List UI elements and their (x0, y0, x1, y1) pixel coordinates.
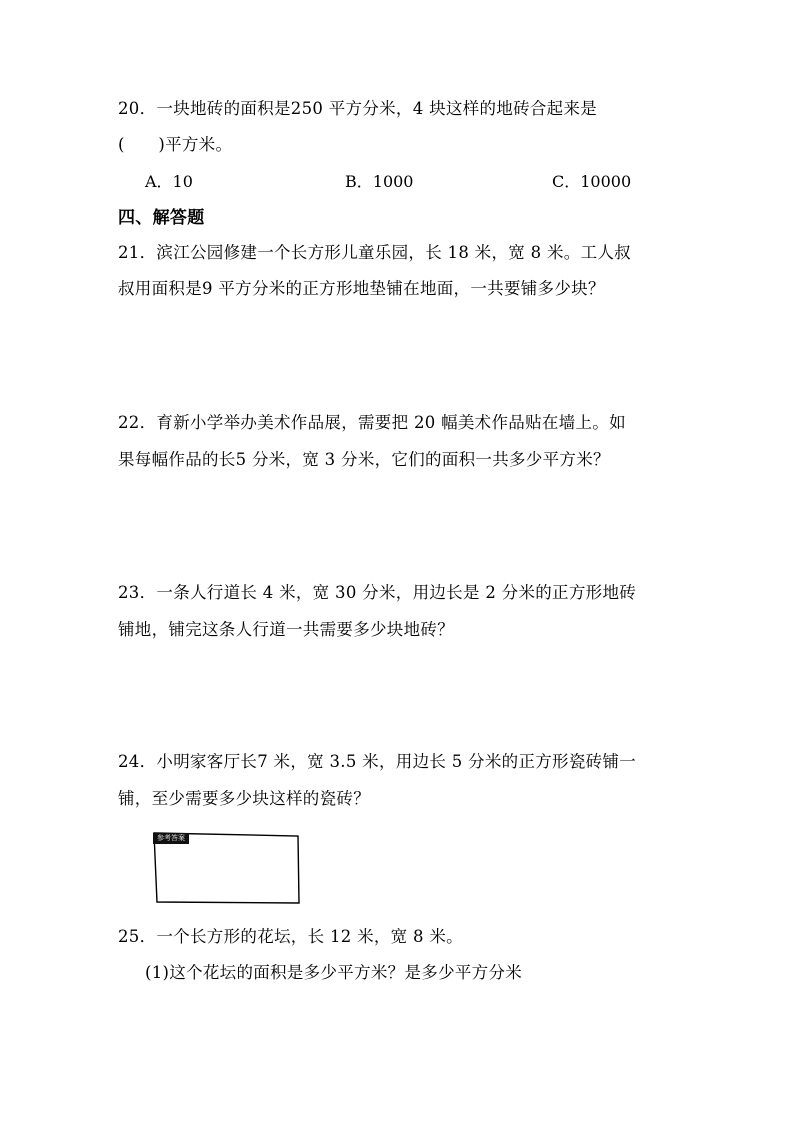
q25-line-1: 25．一个长方形的花坛，长 12 米，宽 8 米。 (118, 927, 463, 946)
q20-option-a: A．10 (145, 172, 193, 191)
q24-line-1: 24．小明家客厅长7 米，宽 3.5 米，用边长 5 分米的正方形瓷砖铺一 (118, 752, 637, 771)
q23-line-1: 23．一条人行道长 4 米，宽 30 分米，用边长是 2 分米的正方形地砖 (118, 583, 637, 602)
q25-sub-1: (1)这个花坛的面积是多少平方米？是多少平方分米 (145, 963, 523, 982)
q20-option-b: B．1000 (345, 172, 414, 191)
q24-figure (152, 832, 300, 904)
q20-line-1: 20．一块地砖的面积是250 平方分米，4 块这样的地砖合起来是 (118, 99, 598, 118)
q24-figure-tag: 参考答案 (153, 833, 189, 844)
q21-line-2: 叔用面积是9 平方分米的正方形地垫铺在地面，一共要铺多少块？ (118, 279, 605, 298)
q21-line-1: 21．滨江公园修建一个长方形儿童乐园，长 18 米，宽 8 米。工人叔 (118, 243, 631, 262)
section-heading: 四、解答题 (118, 208, 205, 228)
q22-line-2: 果每幅作品的长5 分米，宽 3 分米，它们的面积一共多少平方米？ (118, 450, 610, 469)
q22-line-1: 22．育新小学举办美术作品展，需要把 20 幅美术作品贴在墙上。如 (118, 413, 626, 432)
q20-line-2: ( )平方米。 (118, 135, 233, 154)
q20-option-c: C．10000 (552, 172, 632, 191)
q23-line-2: 铺地，铺完这条人行道一共需要多少块地砖？ (118, 620, 454, 639)
q24-line-2: 铺，至少需要多少块这样的瓷砖？ (118, 789, 370, 808)
